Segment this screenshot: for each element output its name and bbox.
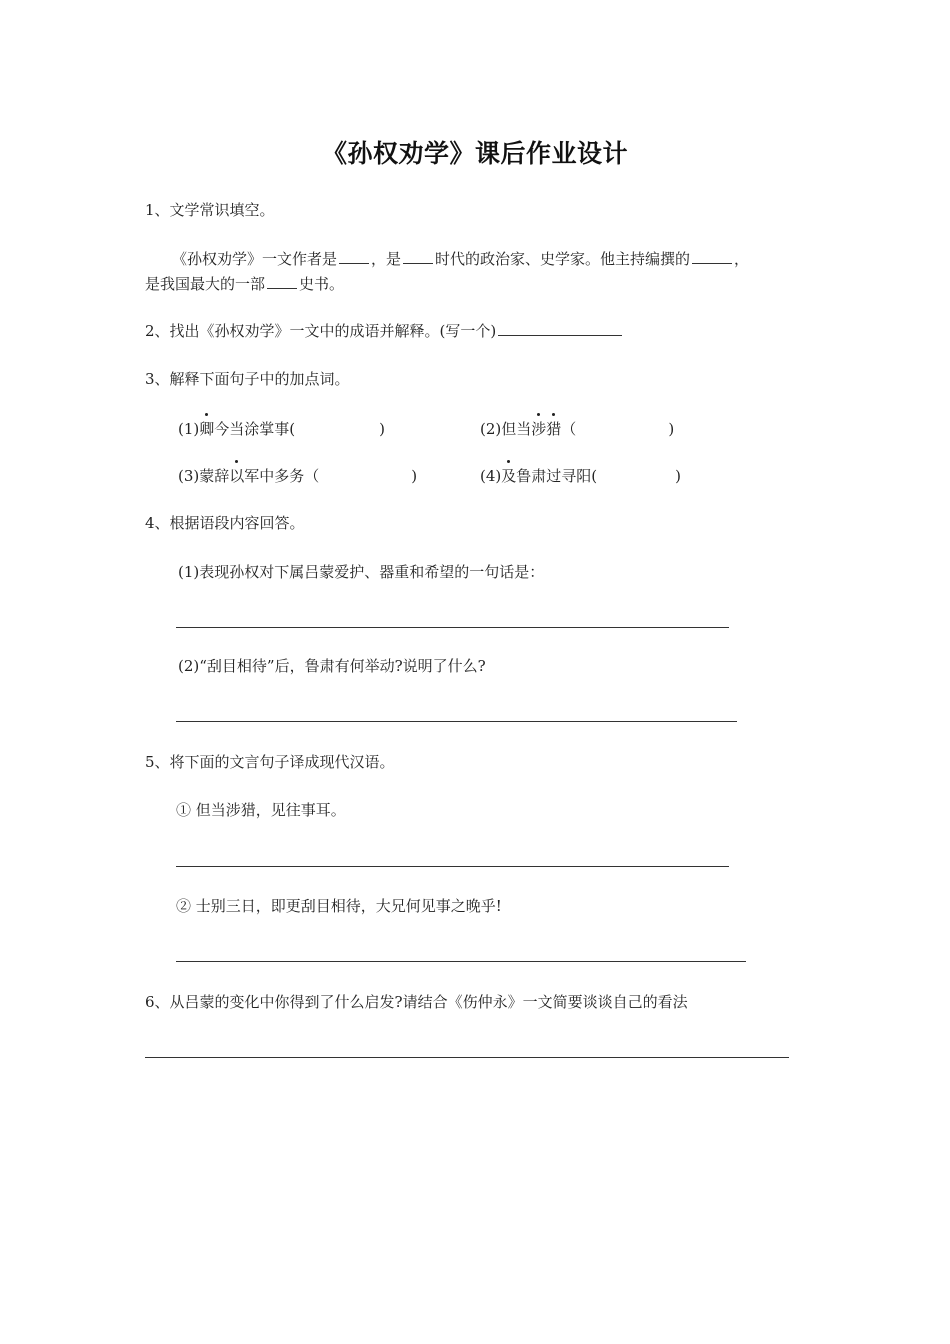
q3-item-2-num: (2) <box>480 420 502 438</box>
page-title: 《孙权劝学》课后作业设计 <box>321 139 628 168</box>
q4-answer-line-1[interactable] <box>176 627 729 628</box>
q3-item-1-close: ) <box>379 420 385 438</box>
q3-item-4-close: ) <box>675 467 681 485</box>
q3-item-1-dotted-word: 卿 <box>199 420 215 438</box>
q3-item-2-close: ) <box>668 420 675 438</box>
q2-answer-blank[interactable] <box>498 320 622 336</box>
q1-blank-book[interactable] <box>692 248 732 264</box>
q3-item-2 <box>480 419 674 439</box>
q1-line2 <box>145 273 344 294</box>
q1-text-c: 时代的政治家、史学家。他主持编撰的 <box>435 250 691 268</box>
q3-item-3 <box>178 466 417 486</box>
q1-text-a: 《孙权劝学》一文作者是 <box>172 250 338 268</box>
q3-item-2-dotted-word-2: 猎 <box>546 420 562 438</box>
q3-item-4-num: (4) <box>480 467 502 485</box>
q4-sub1: (1)表现孙权对下属吕蒙爱护、器重和希望的一句话是： <box>178 563 545 581</box>
q3-item-2-text: （ <box>561 420 577 438</box>
q1-line1 <box>172 248 749 269</box>
q5-sub1: ① 但当涉猎，见往事耳。 <box>176 801 346 819</box>
q2-text: 2、找出《孙权劝学》一文中的成语并解释。(写一个) <box>145 322 497 340</box>
q1-text-f: 史书。 <box>299 275 345 293</box>
q1-text-d: ， <box>734 250 750 268</box>
q3-item-4-text: 鲁肃过寻阳( <box>516 467 598 485</box>
q2-line <box>145 320 624 341</box>
q1-blank-author[interactable] <box>339 248 369 264</box>
q5-answer-line-1[interactable] <box>176 866 729 867</box>
q5-answer-line-2[interactable] <box>176 961 746 962</box>
q3-item-1-text: 今当涂掌事( <box>214 420 296 438</box>
q3-heading: 3、解释下面句子中的加点词。 <box>145 370 350 388</box>
q1-text-b: ，是 <box>371 250 402 268</box>
q4-sub2: (2)“刮目相待”后，鲁肃有何举动?说明了什么? <box>178 657 486 675</box>
q6-answer-line[interactable] <box>145 1057 789 1058</box>
q3-item-3-dotted-word: 以 <box>229 467 245 485</box>
q5-heading: 5、将下面的文言句子译成现代汉语。 <box>145 753 395 771</box>
q3-item-2-pre: 但当 <box>501 420 532 438</box>
q5-sub2: ② 士别三日，即更刮目相待，大兄何见事之晚乎! <box>176 897 502 915</box>
q1-text-e: 是我国最大的一部 <box>145 275 266 293</box>
q3-item-1-num: (1) <box>178 420 200 438</box>
q3-item-3-pre: 蒙辞 <box>199 467 230 485</box>
q3-item-4-dotted-word: 及 <box>501 467 517 485</box>
q1-blank-era[interactable] <box>403 248 433 264</box>
q4-heading: 4、根据语段内容回答。 <box>145 514 305 532</box>
q4-answer-line-2[interactable] <box>176 721 737 722</box>
q6-text: 6、从吕蒙的变化中你得到了什么启发?请结合《伤仲永》一文简要谈谈自己的看法 <box>145 993 688 1011</box>
q3-item-4 <box>480 466 681 486</box>
q3-item-3-close: ) <box>411 467 418 485</box>
q1-blank-type[interactable] <box>267 273 297 289</box>
q3-item-2-dotted-word: 涉 <box>531 420 547 438</box>
q3-item-3-num: (3) <box>178 467 200 485</box>
q3-item-1 <box>178 419 385 439</box>
q3-item-3-text: 军中多务（ <box>244 467 320 485</box>
q1-heading: 1、文学常识填空。 <box>145 201 275 219</box>
